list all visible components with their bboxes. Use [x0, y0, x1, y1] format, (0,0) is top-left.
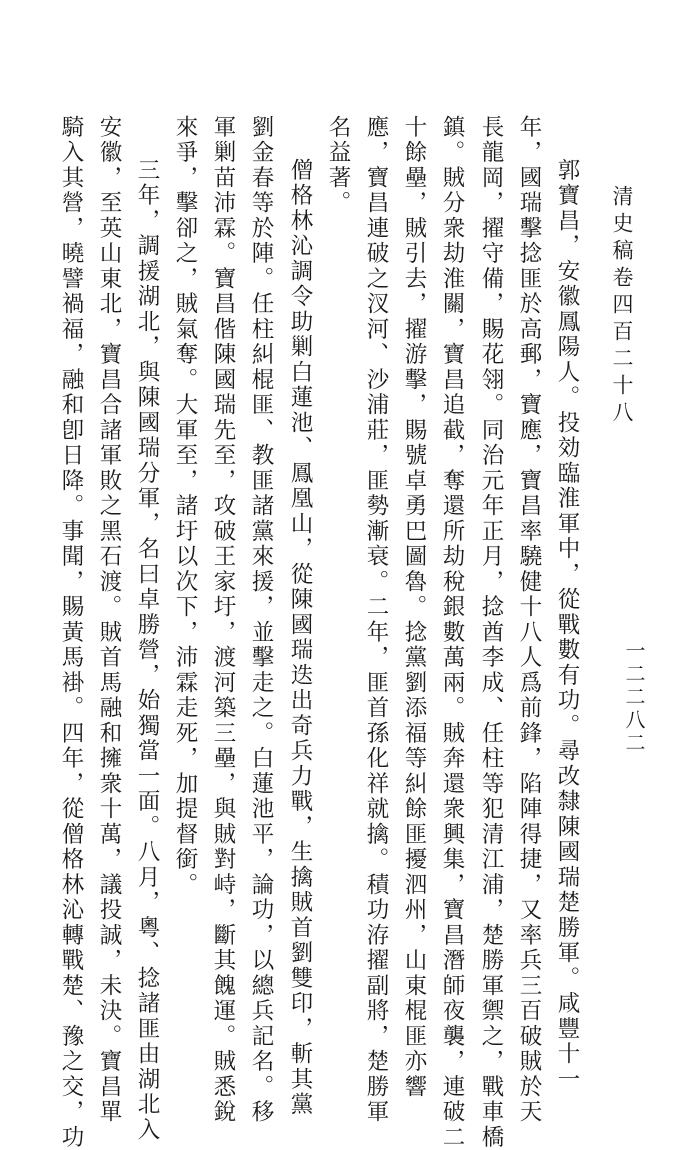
text-column: 來爭，擊卻之，賊氣奪。大軍至，諸圩以次下，沛霖走死，加提督銜。 [172, 115, 198, 898]
text-column: 十餘壘，賊引去，擢游擊，賜號卓勇巴圖魯。捻黨劉添福等糾餘匪擾泗州，山東棍匪亦響 [401, 115, 427, 1100]
text-column: 鎮。賊分衆劫淮關，寶昌追截，奪還所劫稅銀數萬兩。賊奔還衆興集，寶昌潛師夜襲，連破二 [439, 115, 465, 1150]
page-number: 一二二八二 [622, 640, 646, 755]
text-column: 僧格林沁調令助剿白蓮池、鳳凰山，從陳國瑞迭出奇兵力戰，生擒賊首劉雙印，斬其黨 [287, 158, 313, 1118]
text-column: 年，國瑞擊捻匪於高郵，寶應，寶昌率驍健十八人爲前鋒，陷陣得捷，又率兵三百破賊於天 [516, 115, 542, 1125]
text-column: 長龍岡，擢守備，賜花翎。同治元年正月，捻酋李成、任柱等犯清江浦，楚勝軍禦之，戰車橋 [478, 115, 504, 1150]
text-column: 三年，調援湖北，與陳國瑞分軍，名曰卓勝營，始獨當一面。八月，粵、捻諸匪由湖北入 [134, 158, 160, 1143]
text-column: 安徽，至英山東北，寶昌合諸軍敗之黑石渡。賊首馬融和擁衆十萬，議投誠，未決。寶昌單 [96, 115, 122, 1125]
text-column: 劉金春等於陣。任柱糾棍匪、教匪諸黨來援，並擊走之。白蓮池平，論功，以總兵記名。移 [248, 115, 274, 1125]
text-column: 郭寶昌，安徽鳳陽人。投効臨淮軍中，從戰數有功。尋改隸陳國瑞楚勝軍。咸豐十一 [554, 158, 580, 1093]
text-column: 名益著。 [325, 115, 351, 216]
text-column: 軍剿苗沛霖。寶昌偕陳國瑞先至，攻破王家圩，渡河築三壘，與賊對峙，斷其餽運。賊悉銳 [210, 115, 236, 1125]
book-title-header: 清史稿卷四百二十八 [610, 185, 634, 428]
text-column: 騎入其營，曉譬禍福，融和卽日降。事聞，賜黃馬褂。四年，從僧格林沁轉戰楚、豫之交，功 [58, 115, 84, 1150]
text-column: 應，寶昌連破之汊河、沙浦莊，匪勢漸衰。二年，匪首孫化祥就擒。積功洊擢副將，楚勝軍 [363, 115, 389, 1125]
